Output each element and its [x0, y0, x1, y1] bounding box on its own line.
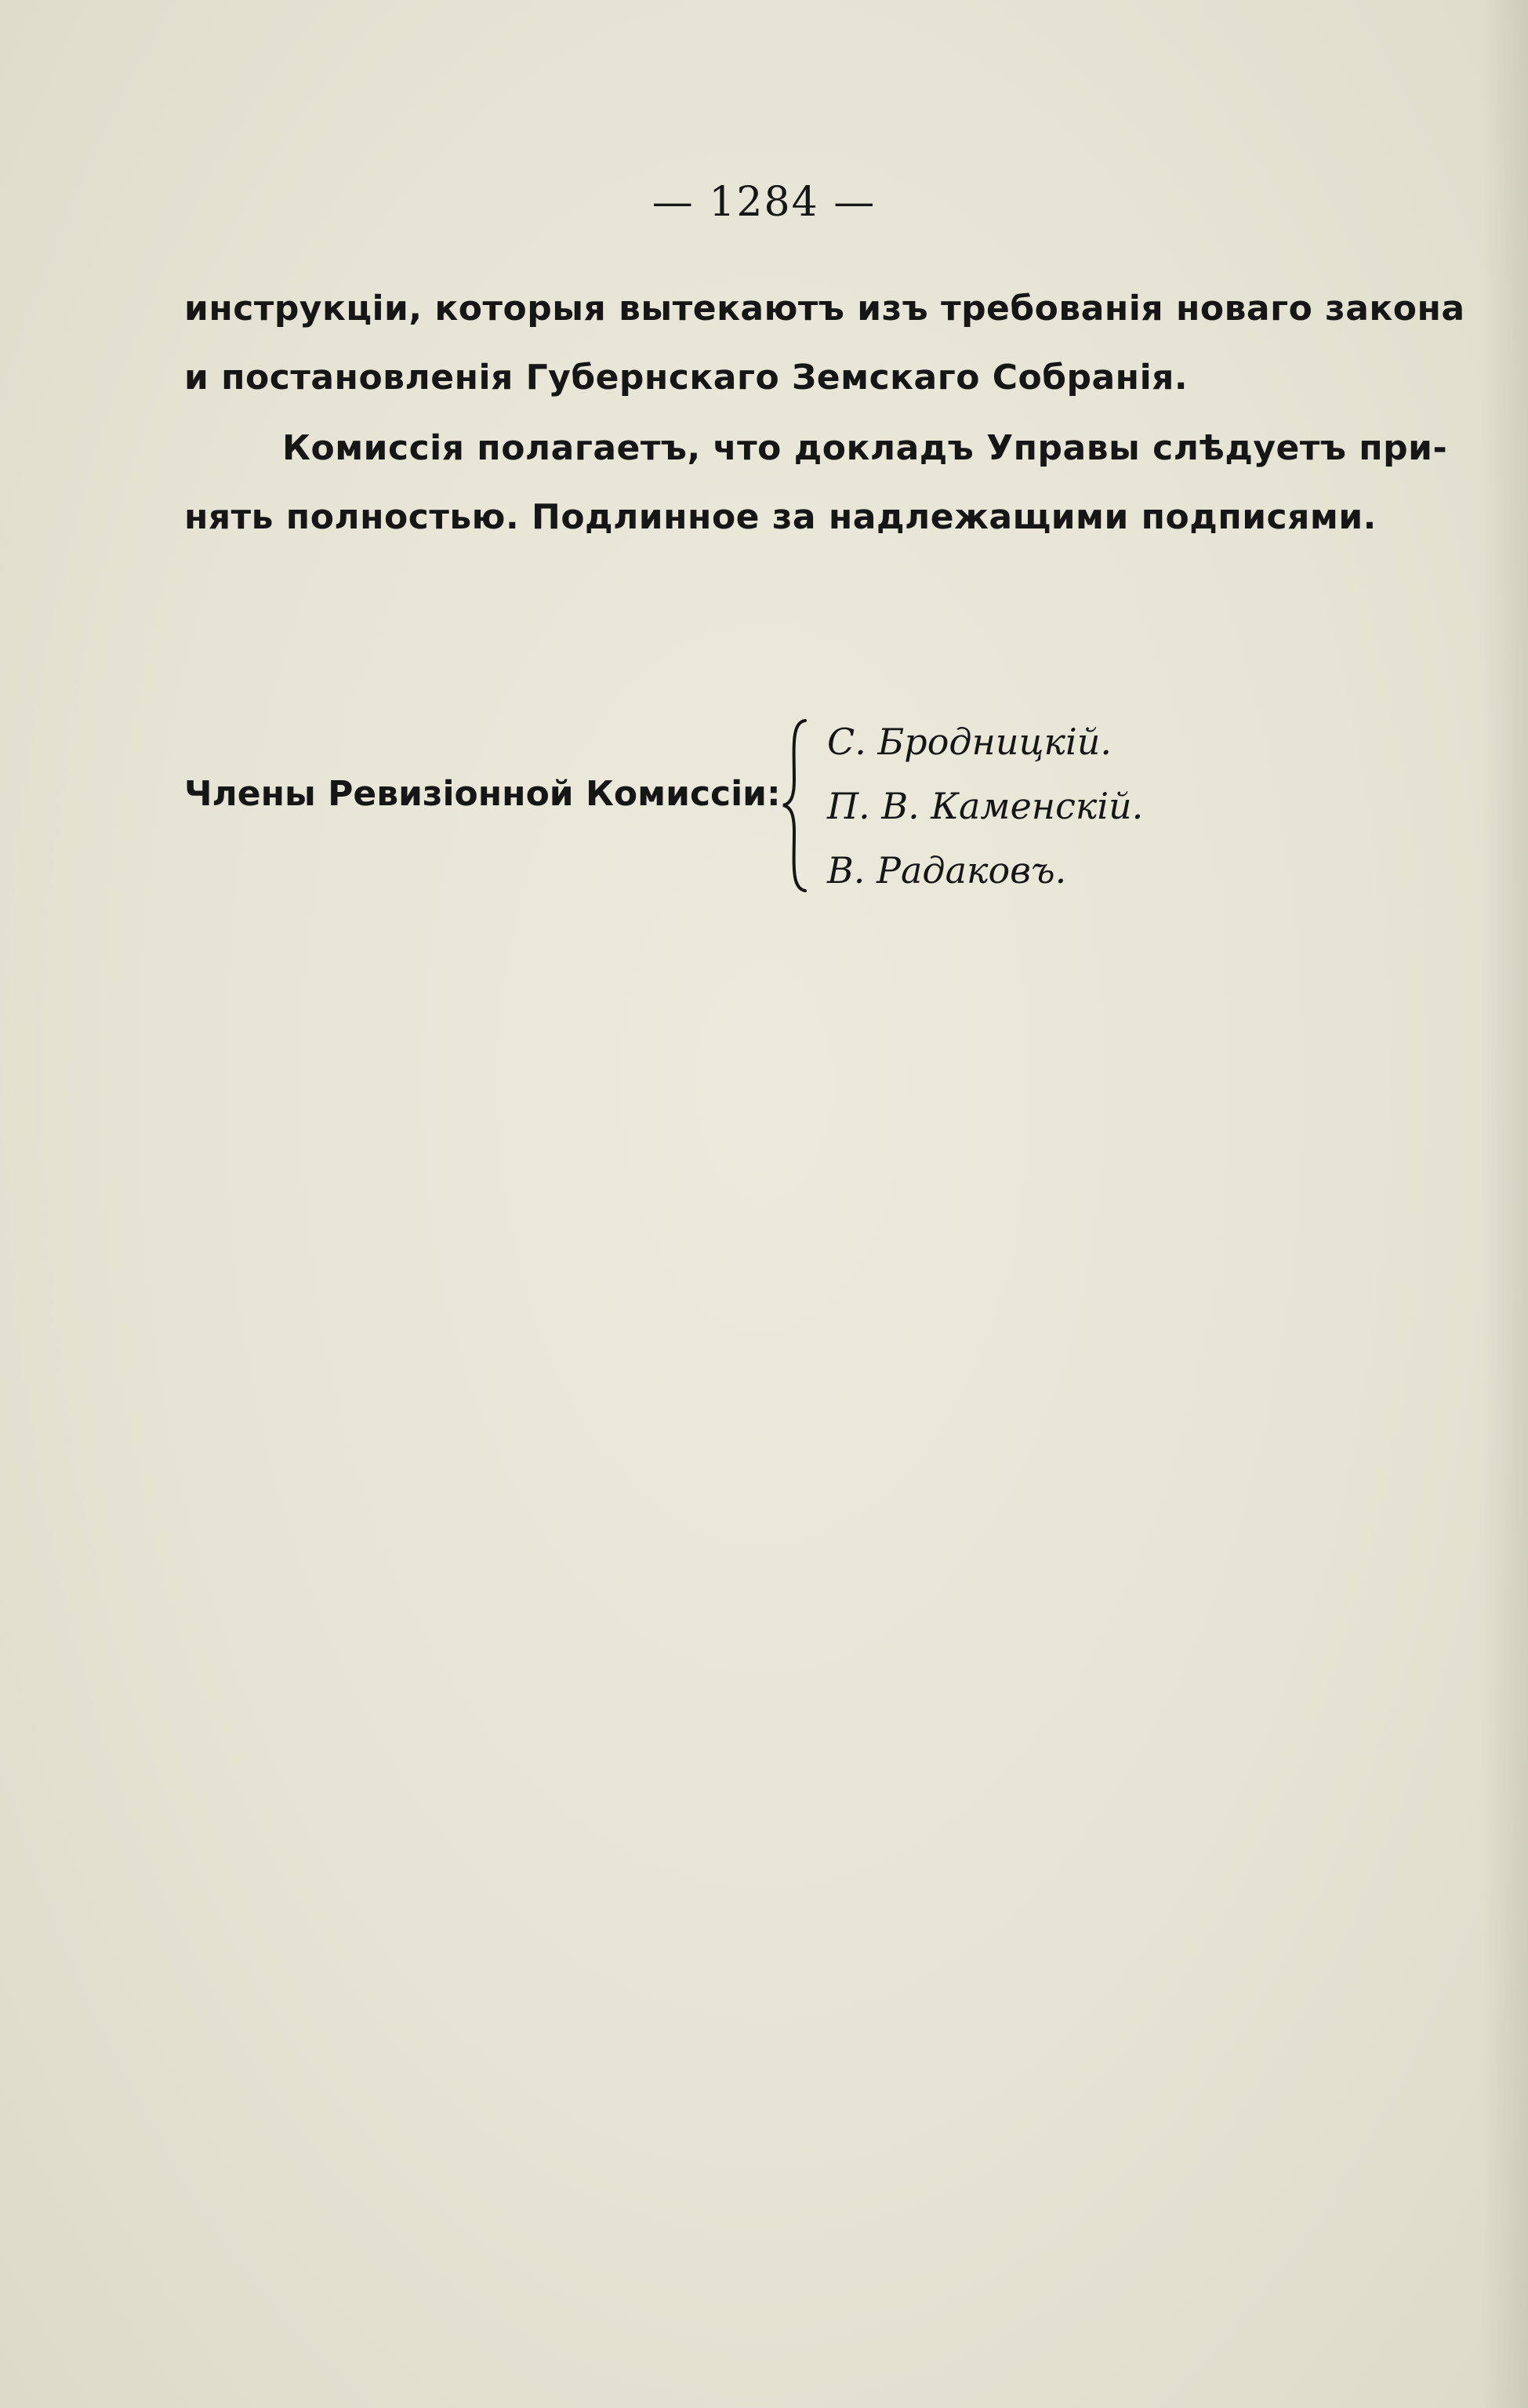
page-edge-shadow [1481, 0, 1528, 2408]
signature-label: Члены Ревизіонной Комиссіи: [184, 774, 781, 814]
signature-name: В. Радаковъ. [827, 849, 1067, 892]
signature-names [827, 710, 1143, 903]
paragraph-instructions [184, 274, 1465, 412]
paragraph-commission-opinion [184, 414, 1448, 552]
text-line: инструкціи, которыя вытекаютъ изъ требованія новаго закона [184, 289, 1465, 329]
page-number: — 1284 — [651, 179, 877, 226]
signature-name: С. Бродницкій. [827, 721, 1112, 763]
text-line: нять полностью. Подлинное за надлежащими подписями. [184, 497, 1377, 537]
signature-block [184, 710, 1282, 898]
text-line: Комиссія полагаетъ, что докладъ Управы слѣдуетъ при- [282, 428, 1448, 468]
signature-name: П. В. Каменскій. [827, 785, 1144, 827]
curly-brace-icon [780, 717, 811, 894]
text-line: и постановленія Губернскаго Земскаго Собранія. [184, 358, 1189, 398]
